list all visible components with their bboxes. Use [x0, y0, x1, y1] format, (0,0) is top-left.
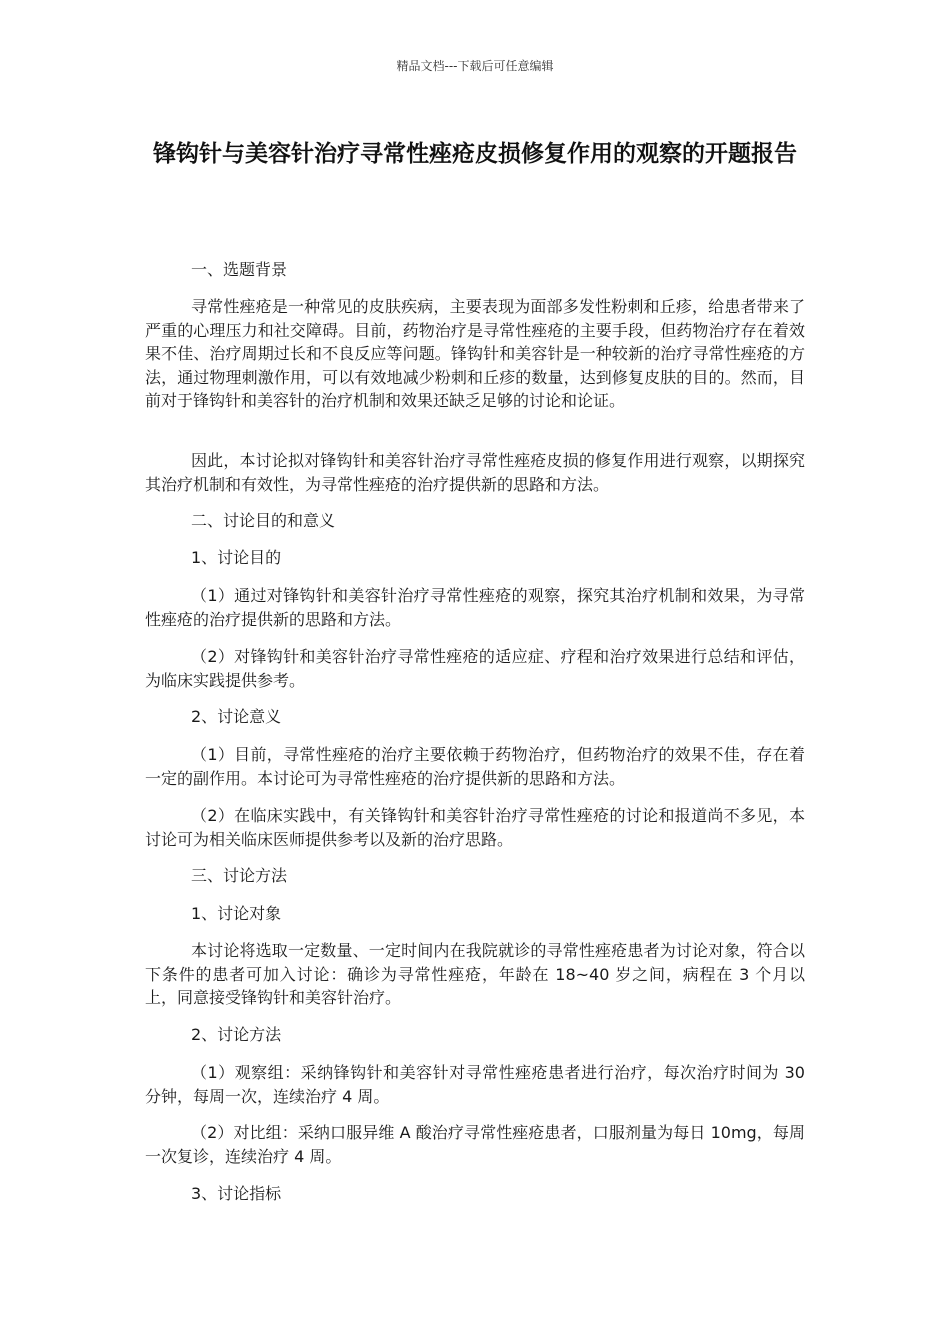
paragraph-background-purpose: 因此，本讨论拟对锋钩针和美容针治疗寻常性痤疮皮损的修复作用进行观察，以期探究其治疗机制和有效性，为寻常性痤疮的治疗提供新的思路和方法。 [145, 451, 805, 494]
list-item-method-observation: （1）观察组：采纳锋钩针和美容针对寻常性痤疮患者进行治疗，每次治疗时间为 30 分钟，每周一次，连续治疗 4 周。 [145, 1063, 805, 1106]
subheading-methods: 2、讨论方法 [191, 1025, 282, 1044]
list-item-purpose-2: （2）对锋钩针和美容针治疗寻常性痤疮的适应症、疗程和治疗效果进行总结和评估，为临床实践提供参考。 [145, 647, 805, 690]
section-heading-background: 一、选题背景 [191, 260, 288, 279]
section-heading-methods: 三、讨论方法 [191, 866, 288, 885]
list-item-purpose-1: （1）通过对锋钩针和美容针治疗寻常性痤疮的观察，探究其治疗机制和效果，为寻常性痤疮的治疗提供新的思路和方法。 [145, 586, 805, 629]
subheading-significance: 2、讨论意义 [191, 707, 282, 726]
paragraph-subjects: 本讨论将选取一定数量、一定时间内在我院就诊的寻常性痤疮患者为讨论对象，符合以下条件的患者可加入讨论：确诊为寻常性痤疮，年龄在 18~40 岁之间，病程在 3 个月以上，同意接受锋钩针和美容针治疗。 [145, 941, 805, 1007]
section-heading-purpose: 二、讨论目的和意义 [191, 511, 336, 530]
page-header: 精品文档---下载后可任意编辑 [396, 59, 554, 73]
list-item-significance-1: （1）目前，寻常性痤疮的治疗主要依赖于药物治疗，但药物治疗的效果不佳，存在着一定的副作用。本讨论可为寻常性痤疮的治疗提供新的思路和方法。 [145, 745, 805, 788]
list-item-method-control: （2）对比组：采纳口服异维 A 酸治疗寻常性痤疮患者，口服剂量为每日 10mg，每周一次复诊，连续治疗 4 周。 [145, 1123, 805, 1166]
document-title: 锋钩针与美容针治疗寻常性痤疮皮损修复作用的观察的开题报告 [153, 141, 797, 167]
paragraph-background: 寻常性痤疮是一种常见的皮肤疾病，主要表现为面部多发性粉刺和丘疹，给患者带来了严重的心理压力和社交障碍。目前，药物治疗是寻常性痤疮的主要手段，但药物治疗存在着效果不佳、治疗周期过长和不良反应等问题。锋钩针和美容针是一种较新的治疗寻常性痤疮的方法，通过物理刺激作用，可以有效地减少粉刺和丘疹的数量，达到修复皮肤的目的。然而，目前对于锋钩针和美容针的治疗机制和效果还缺乏足够的讨论和论证。 [145, 297, 805, 410]
subheading-purpose: 1、讨论目的 [191, 548, 282, 567]
subheading-indicators: 3、讨论指标 [191, 1184, 282, 1203]
subheading-subjects: 1、讨论对象 [191, 904, 282, 923]
list-item-significance-2: （2）在临床实践中，有关锋钩针和美容针治疗寻常性痤疮的讨论和报道尚不多见，本讨论可为相关临床医师提供参考以及新的治疗思路。 [145, 806, 805, 849]
